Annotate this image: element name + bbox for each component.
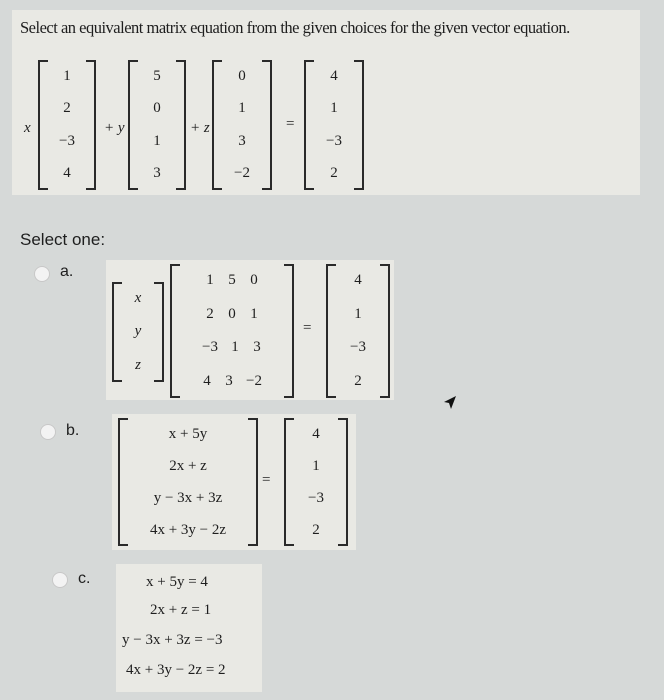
vector-3 bbox=[212, 60, 272, 190]
option-a-matrix bbox=[170, 264, 294, 398]
vector-2 bbox=[128, 60, 186, 190]
cell: 1 bbox=[63, 67, 71, 84]
option-a-variables bbox=[112, 282, 164, 382]
option-b-label[interactable]: b. bbox=[66, 422, 80, 439]
option-a-rhs bbox=[326, 264, 390, 398]
option-c-equation: y − 3x + 3z = −3 bbox=[122, 632, 223, 648]
cell: 4 bbox=[203, 372, 211, 389]
option-c-equation: x + 5y = 4 bbox=[146, 574, 208, 590]
cell: 2 bbox=[312, 521, 320, 538]
equals-sign: = bbox=[303, 320, 312, 336]
coef-x: x bbox=[24, 120, 31, 136]
cell: 1 bbox=[330, 100, 338, 117]
cell: y − 3x + 3z bbox=[153, 489, 223, 506]
cell: 4 bbox=[354, 272, 362, 289]
option-c-equation: 2x + z = 1 bbox=[150, 602, 212, 618]
cell: −2 bbox=[234, 165, 250, 182]
cell: −3 bbox=[202, 339, 218, 356]
cell: 4 bbox=[330, 67, 338, 84]
cell: −2 bbox=[246, 372, 262, 389]
option-b-radio[interactable] bbox=[40, 424, 56, 440]
option-c-label[interactable]: c. bbox=[78, 570, 91, 587]
cell: −3 bbox=[350, 339, 366, 356]
question-text: Select an equivalent matrix equation from the given choices for the given vector equation. bbox=[20, 18, 570, 37]
cell: 1 bbox=[231, 339, 239, 356]
cell: z bbox=[135, 356, 141, 373]
option-b-expressions bbox=[118, 418, 258, 546]
rhs-vector bbox=[304, 60, 364, 190]
cell: x + 5y bbox=[168, 425, 208, 442]
option-c-equation: 4x + 3y − 2z = 2 bbox=[126, 662, 226, 678]
cell: 0 bbox=[238, 67, 246, 84]
cell: 3 bbox=[253, 339, 261, 356]
cell: 2 bbox=[354, 372, 362, 389]
cell: 5 bbox=[153, 67, 161, 84]
cell: 2 bbox=[206, 305, 214, 322]
cell: 0 bbox=[250, 272, 258, 289]
cell: 1 bbox=[153, 132, 161, 149]
cell: y bbox=[134, 323, 142, 340]
option-a-label[interactable]: a. bbox=[60, 263, 74, 280]
cell: 0 bbox=[228, 305, 236, 322]
cell: 3 bbox=[238, 132, 246, 149]
select-one-label: Select one: bbox=[20, 230, 106, 249]
cell: 1 bbox=[312, 457, 320, 474]
coef-y: + y bbox=[104, 120, 125, 136]
option-b-rhs bbox=[284, 418, 348, 546]
cell: −3 bbox=[308, 489, 324, 506]
cell: 4 bbox=[63, 165, 71, 182]
cell: 0 bbox=[153, 100, 161, 117]
cell: 4x + 3y − 2z bbox=[149, 521, 227, 538]
cell: −3 bbox=[59, 132, 75, 149]
equals-sign: = bbox=[262, 472, 271, 488]
cell: 1 bbox=[354, 305, 362, 322]
cell: 2 bbox=[63, 100, 71, 117]
cell: 3 bbox=[225, 372, 233, 389]
equals-sign: = bbox=[286, 116, 295, 132]
coef-z: + z bbox=[190, 120, 210, 136]
cell: 1 bbox=[206, 272, 214, 289]
cell: 1 bbox=[250, 305, 258, 322]
cell: 1 bbox=[238, 100, 246, 117]
cell: −3 bbox=[326, 132, 342, 149]
option-c-radio[interactable] bbox=[52, 572, 68, 588]
cell: x bbox=[134, 290, 142, 307]
cell: 2 bbox=[330, 165, 338, 182]
mouse-cursor-icon bbox=[440, 394, 460, 414]
vector-1 bbox=[38, 60, 96, 190]
option-a-radio[interactable] bbox=[34, 266, 50, 282]
cell: 2x + z bbox=[169, 457, 207, 474]
cell: 5 bbox=[228, 272, 236, 289]
cell: 4 bbox=[312, 425, 320, 442]
cell: 3 bbox=[153, 165, 161, 182]
